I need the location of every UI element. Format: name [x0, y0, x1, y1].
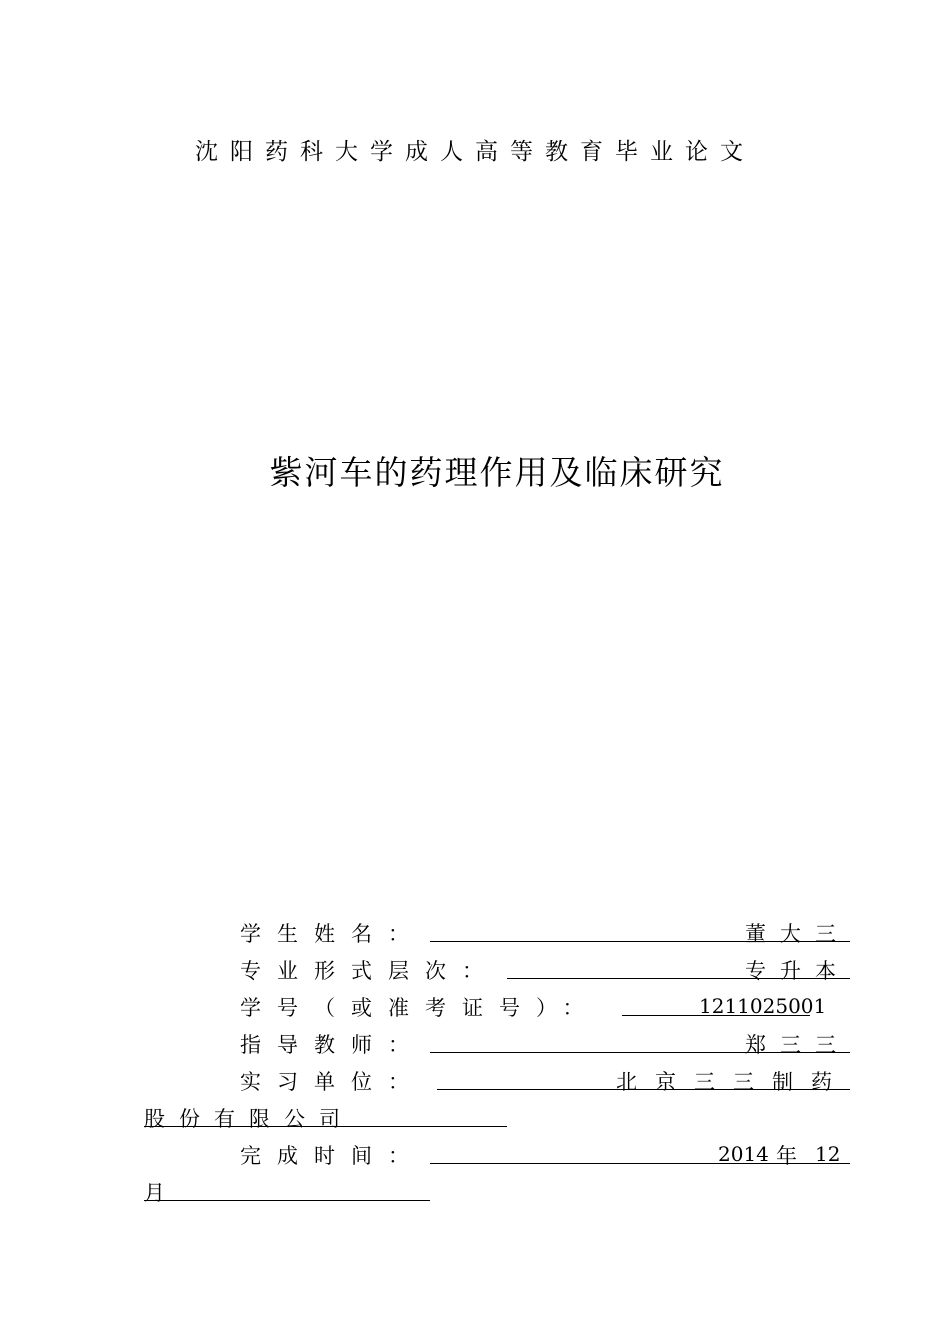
thesis-title: 紫河车的药理作用及临床研究	[269, 453, 725, 492]
major-label: 专业形式层次：	[240, 959, 499, 983]
completion-year-char: 年	[776, 1144, 813, 1168]
major-value: 专升本	[745, 959, 850, 983]
university-header: 沈阳药科大学成人高等教育毕业论文	[195, 139, 755, 165]
completion-month: 12	[815, 1142, 841, 1166]
completion-year: 2014	[718, 1142, 769, 1166]
completion-month-char: 月	[144, 1181, 181, 1205]
internship-unit-value-line2: 股份有限公司	[144, 1107, 354, 1131]
internship-unit-label: 实习单位：	[240, 1070, 425, 1094]
internship-unit-value-line1: 北京三三制药	[616, 1070, 850, 1094]
student-name-label: 学生姓名：	[240, 922, 425, 946]
advisor-value: 郑三三	[745, 1033, 850, 1057]
student-id-value: 1211025001	[699, 994, 827, 1018]
advisor-label: 指导教师：	[240, 1033, 425, 1057]
completion-date-label: 完成时间：	[240, 1144, 425, 1168]
student-name-value: 董大三	[745, 922, 850, 946]
student-id-label: 学号（或准考证号）：	[240, 996, 600, 1020]
completion-date-underline-2	[144, 1173, 430, 1201]
